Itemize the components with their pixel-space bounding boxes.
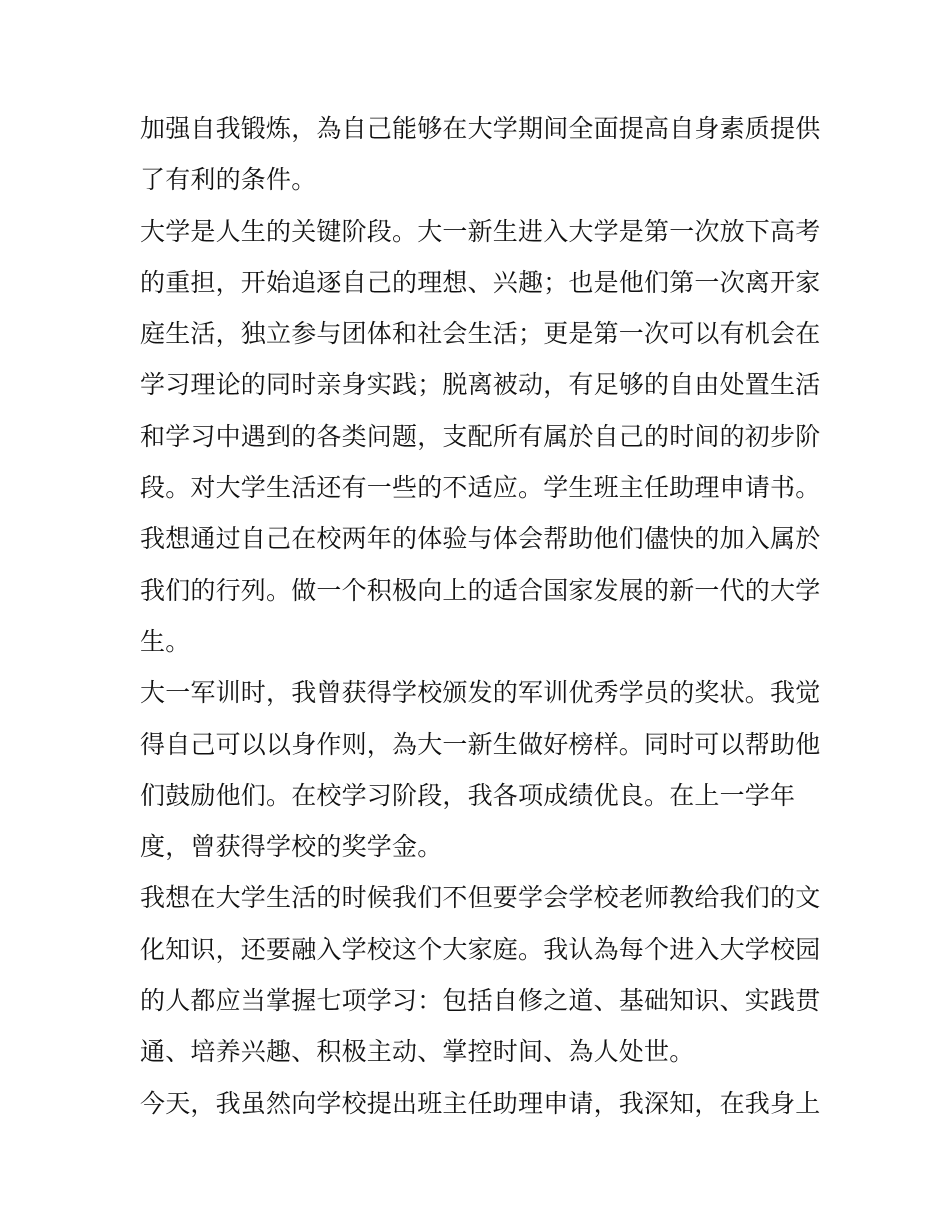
document-body bbox=[140, 103, 830, 1129]
text-line: 的人都应当掌握七项学习：包括自修之道、基础知识、实践贯 bbox=[140, 986, 821, 1016]
text-line: 生。 bbox=[140, 626, 191, 656]
text-line: 化知识，还要融入学校这个大家庭。我认為每个进入大学校园 bbox=[140, 934, 821, 964]
text-line: 加强自我锻炼，為自己能够在大学期间全面提高自身素质提供 bbox=[140, 114, 821, 143]
text-line: 我们的行列。做一个积极向上的适合国家发展的新一代的大学 bbox=[140, 575, 821, 605]
text-line: 庭生活，独立参与团体和社会生活；更是第一次可以有机会在 bbox=[140, 319, 821, 349]
text-line: 大学是人生的关键阶段。大一新生进入大学是第一次放下高考 bbox=[140, 216, 821, 246]
text-line: 学习理论的同时亲身实践；脱离被动，有足够的自由处置生活 bbox=[140, 370, 821, 400]
text-line: 度，曾获得学校的奖学金。 bbox=[140, 832, 443, 862]
text-line: 通、培养兴趣、积极主动、掌控时间、為人处世。 bbox=[140, 1037, 695, 1067]
text-line: 段。对大学生活还有一些的不适应。学生班主任助理申请书。 bbox=[140, 473, 821, 503]
text-line: 今天，我虽然向学校提出班主任助理申请，我深知，在我身上 bbox=[140, 1088, 821, 1118]
text-line: 我想在大学生活的时候我们不但要学会学校老师教给我们的文 bbox=[140, 883, 821, 913]
text-line: 得自己可以以身作则，為大一新生做好榜样。同时可以帮助他 bbox=[140, 729, 821, 759]
text-line: 我想通过自己在校两年的体验与体会帮助他们儘快的加入属於 bbox=[140, 524, 821, 554]
text-line: 们鼓励他们。在校学习阶段，我各项成绩优良。在上一学年 bbox=[140, 780, 796, 810]
text-line: 和学习中遇到的各类问题，支配所有属於自己的时间的初步阶 bbox=[140, 421, 821, 451]
text-line: 大一军训时，我曾获得学校颁发的军训优秀学员的奖状。我觉 bbox=[140, 678, 821, 708]
text-line: 的重担，开始追逐自己的理想、兴趣；也是他们第一次离开家 bbox=[140, 267, 821, 297]
text-line: 了有利的条件。 bbox=[140, 165, 317, 195]
